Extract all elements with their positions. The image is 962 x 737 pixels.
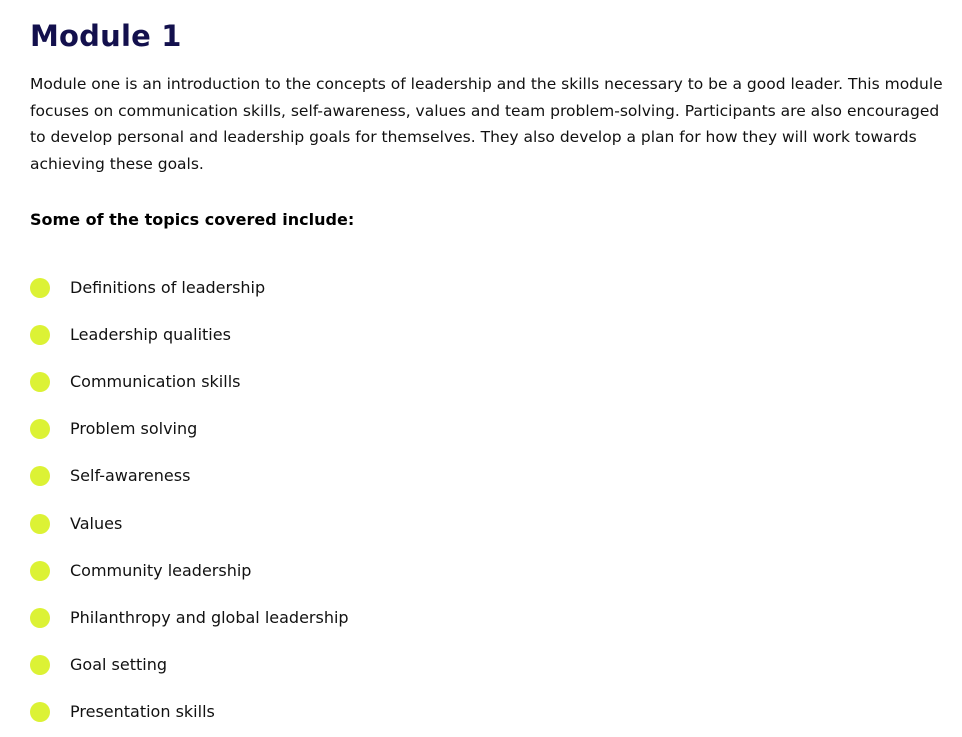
list-item xyxy=(30,453,349,500)
module-intro: Module one is an introduction to the concepts of leadership and the skills necessary to be a good leader. This module focuses on communication skills, self-awareness, values and team problem-solving. Participants are also encouraged to develop personal and leadership goals for themselves. They also develop a plan for how they will work towards achieving these goals. xyxy=(30,75,943,173)
bullet-dot-icon xyxy=(30,561,50,581)
bullet-dot-icon xyxy=(30,372,50,392)
bullet-dot-icon xyxy=(30,514,50,534)
topic-label: Values xyxy=(70,513,123,533)
list-item xyxy=(30,547,349,594)
bullet-dot-icon xyxy=(30,655,50,675)
bullet-dot-icon xyxy=(30,608,50,628)
topic-label: Goal setting xyxy=(70,655,167,675)
topic-label: Self-awareness xyxy=(70,466,191,486)
bullet-dot-icon xyxy=(30,702,50,722)
list-item xyxy=(30,406,349,453)
topic-label: Definitions of leadership xyxy=(70,277,266,297)
list-item xyxy=(30,264,349,311)
topic-label: Community leadership xyxy=(70,560,252,580)
list-item xyxy=(30,311,349,358)
list-item xyxy=(30,358,349,405)
topic-label: Presentation skills xyxy=(70,702,215,722)
bullet-dot-icon xyxy=(30,278,50,298)
bullet-dot-icon xyxy=(30,466,50,486)
bullet-dot-icon xyxy=(30,325,50,345)
list-item xyxy=(30,594,349,641)
topic-label: Philanthropy and global leadership xyxy=(70,607,349,627)
topics-heading: Some of the topics covered include: xyxy=(30,210,355,229)
topic-list xyxy=(30,264,349,736)
list-item xyxy=(30,642,349,689)
list-item xyxy=(30,689,349,736)
page-title: Module 1 xyxy=(30,19,182,53)
topic-label: Problem solving xyxy=(70,419,198,439)
topic-label: Communication skills xyxy=(70,371,241,391)
bullet-dot-icon xyxy=(30,419,50,439)
list-item xyxy=(30,500,349,547)
topic-label: Leadership qualities xyxy=(70,324,231,344)
